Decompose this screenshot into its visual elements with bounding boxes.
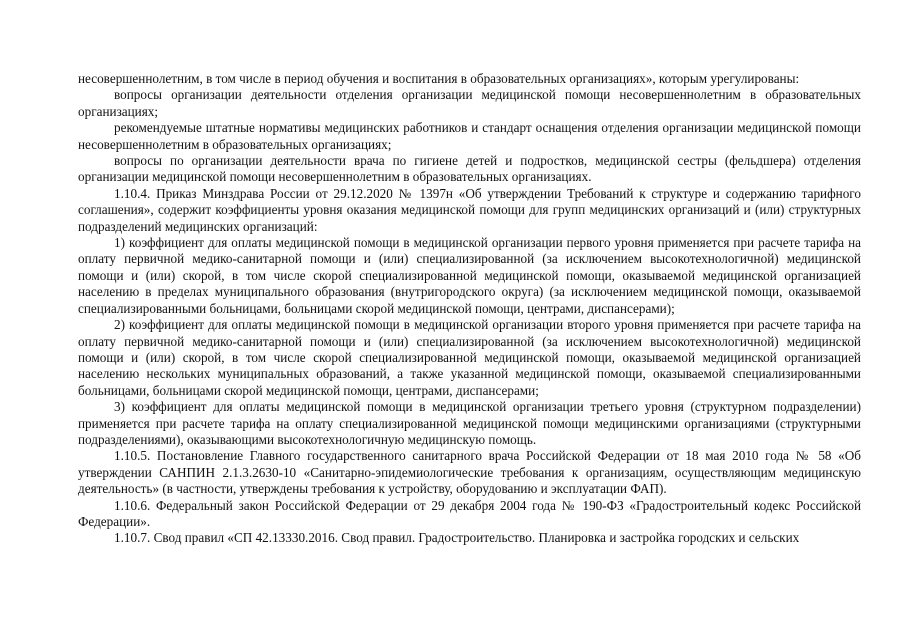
paragraph-1-10-5: 1.10.5. Постановление Главного государственного санитарного врача Российской Федерации от 18 мая 2010 года № 58 «Об утверждении САНПИН 2.1.3.2630-10 «Санитарно-эпидемиологические требования к организациям, осуществляющим медицинскую деятельность» (в частности, утверждены требования к устройству, оборудованию и эксплуатации ФАП). xyxy=(78,448,861,497)
paragraph-1-10-7: 1.10.7. Свод правил «СП 42.13330.2016. Свод правил. Градостроительство. Планировка и застройка городских и сельских xyxy=(114,530,800,546)
paragraph-1-10-6: 1.10.6. Федеральный закон Российской Федерации от 29 декабря 2004 года № 190-ФЗ «Градостроительный кодекс Российской Федерации». xyxy=(78,497,861,529)
paragraph-coefficient-1: 1) коэффициент для оплаты медицинской помощи в медицинской организации первого уровня применяется при расчете тарифа на оплату первичной медико-санитарной помощи и (или) специализированной (за исключением высокотехнологичной) медицинской помощи и (или) скорой, в том числе скорой специализированной медицинской помощи, оказываемой медицинской организацией населению в пределах муниципального образования (внутригородского округа) (за исключением медицинской помощи, оказываемой специализированными больницами, больницами скорой медицинской помощи, центрами, диспансерами); xyxy=(78,235,861,316)
paragraph-1-10-4: 1.10.4. Приказ Минздрава России от 29.12.2020 № 1397н «Об утверждении Требований к структуре и содержанию тарифного соглашения», содержит коэффициенты уровня оказания медицинской помощи для групп медицинских организаций и (или) структурных подразделений медицинских организаций: xyxy=(78,185,861,234)
paragraph-list-item-2: рекомендуемые штатные нормативы медицинских работников и стандарт оснащения отделения организации медицинской помощи несовершеннолетним в образовательных организациях; xyxy=(78,120,861,152)
paragraph-list-item-1: вопросы организации деятельности отделения организации медицинской помощи несовершеннолетним в образовательных организациях; xyxy=(78,87,861,119)
paragraph-continuation: несовершеннолетним, в том числе в период обучения и воспитания в образовательных организациях», которым урегулированы: xyxy=(78,71,800,86)
paragraph-coefficient-2: 2) коэффициент для оплаты медицинской помощи в медицинской организации второго уровня применяется при расчете тарифа на оплату первичной медико-санитарной помощи и (или) специализированной (за исключением высокотехнологичной) медицинской помощи и (или) скорой, в том числе скорой специализированной медицинской помощи, оказываемой медицинской организацией населению нескольких муниципальных образований, а также указанной медицинской помощи, оказываемой специализированными больницами, больницами скорой медицинской помощи, центрами, диспансерами; xyxy=(78,317,861,398)
paragraph-coefficient-3: 3) коэффициент для оплаты медицинской помощи в медицинской организации третьего уровня (структурном подразделении) применяется при расчете тарифа на оплату специализированной медицинской помощи медицинскими организациями (структурными подразделениями), оказывающими высокотехнологичную медицинскую помощь. xyxy=(78,399,861,447)
paragraph-list-item-3: вопросы по организации деятельности врача по гигиене детей и подростков, медицинской сестры (фельдшера) отделения организации медицинской помощи несовершеннолетним в образовательных организациях. xyxy=(78,153,861,185)
